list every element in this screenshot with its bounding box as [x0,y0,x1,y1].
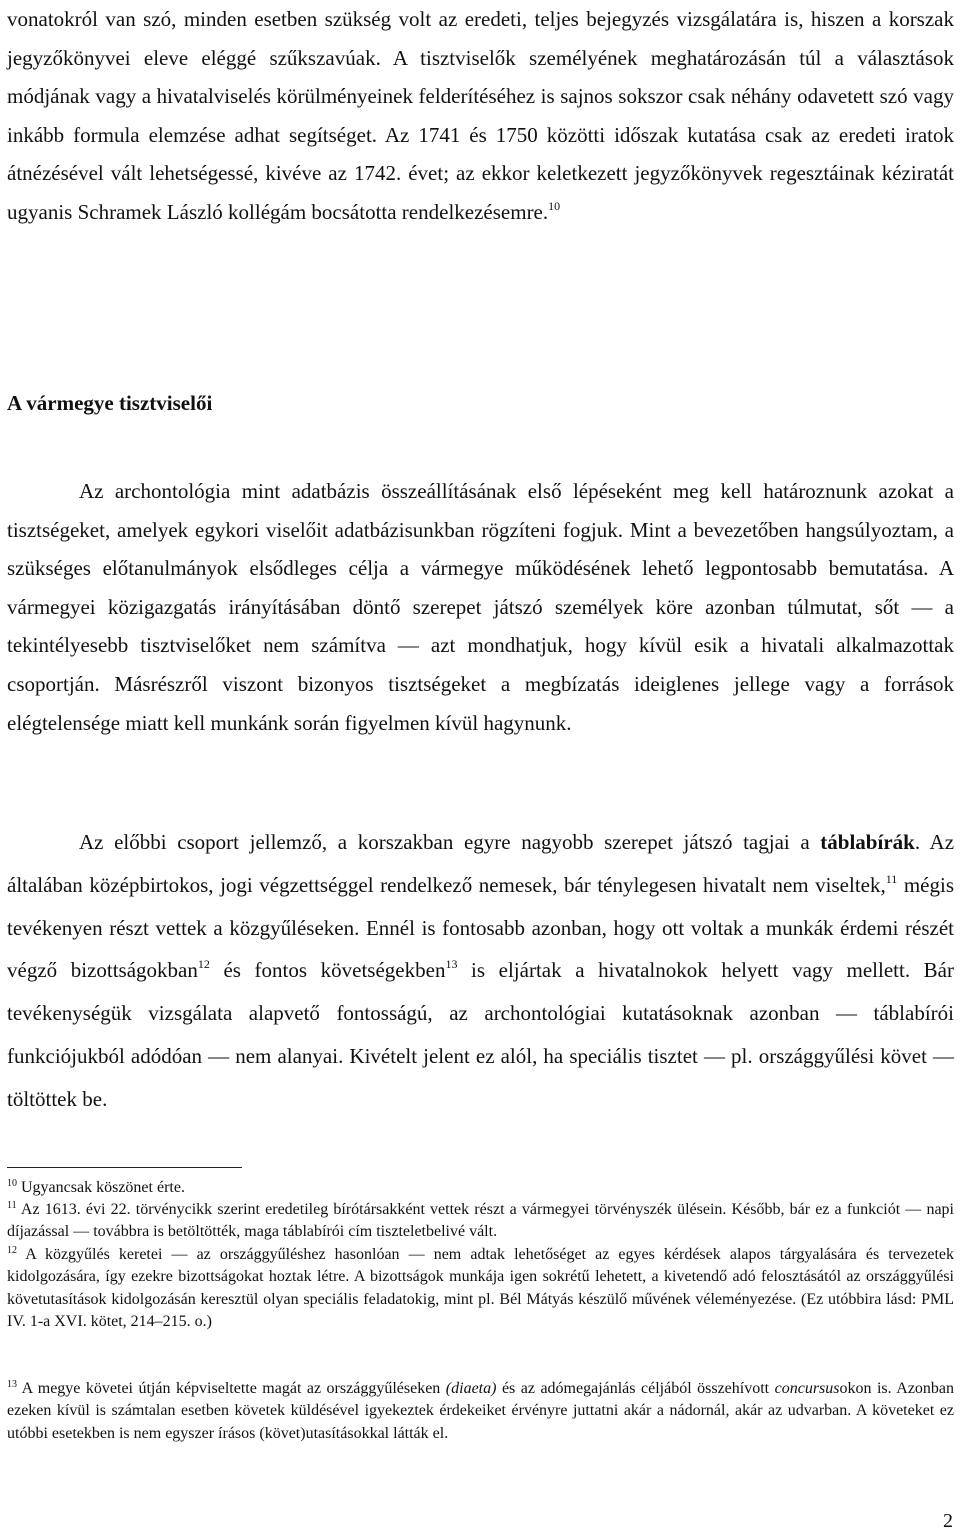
intro-paragraph [7,0,954,232]
footnote-separator [7,1167,242,1168]
footnote-text: Az 1613. évi 22. törvénycikk szerint eredetileg bírótársakként vettek részt a vármegyei törvényszék ülésein. Később, bár ez a funkciót — napi díjazással — továbbra is betöltötték, maga táblabírói cím tiszteletbelivé vált. [7,1201,954,1241]
footnote-italic-diaeta: (diaeta) [445,1380,497,1397]
footnote-text: A közgyűlés keretei — az országgyűléshez hasonlóan — nem adtak lehetőséget az egyes kérdések alapos tárgyalására és tervezetek kidolgozására, így ezekre bizottságokat hoztak létre. A bizottságok munkája igen sokrétű lehetett, a kivetendő adó felosztásától az országgyűlési követutasítások kidolgozásán keresztül olyan speciális feladatokig, mint pl. Bél Mátyás készülő művének véleményezése. (Ez utóbbira lásd: PML IV. 1-a XVI. kötet, 214–215. o.) [7,1246,954,1330]
footnote-text: Ugyancsak köszönet érte. [17,1179,185,1196]
footnote-ref-12[interactable]: 12 [197,957,210,972]
footnote-number: 11 [7,1200,17,1211]
footnote-number: 10 [7,1178,17,1189]
body2-text-d: és fontos követségekben [209,958,446,983]
body2-text-c: mégis tevékenyen részt vettek a közgyűléseken. Ennél is fontosabb azonban, hogy ott voltak a munkák érdemi részét végző bizottságokban [7,872,954,983]
intro-text: vonatokról van szó, minden esetben szükség volt az eredeti, teljes bejegyzés vizsgálatára is, hiszen a korszak jegyzőkönyvei eleve eléggé szűkszavúak. A tisztviselők személyének meghatározásán túl a választások módjának vagy a hivatalviselés körülményeinek felderítéséhez is sajnos sokszor csak néhány odavetett szó vagy inkább formula elemzése adhat segítséget. Az 1741 és 1750 közötti időszak kutatása csak az eredeti iratok átnézésével vált lehetségessé, kivéve az 1742. évet; az ekkor keletkezett jegyzőkönyvek regesztáinak kéziratát ugyanis Schramek László kollégám bocsátotta rendelkezésemre. [7,7,954,224]
footnote-italic-concursus: concursus [774,1380,840,1397]
footnote-12 [7,1244,954,1333]
footnote-text-b: és az adómegajánlás céljából összehívott [496,1380,775,1397]
footnote-ref-10[interactable]: 10 [548,198,561,213]
body-paragraph-2 [7,821,954,1121]
page-number: 2 [943,1510,953,1532]
body-paragraph-1 [7,472,954,742]
body-paragraph-1-text: Az archontológia mint adatbázis összeállításának első lépéseként meg kell határoznunk azokat a tisztségeket, amelyek egykori viselőit adatbázisunkban rögzíteni fogjuk. Mint a bevezetőben hangsúlyoztam, a szükséges előtanulmányok elsődleges célja a vármegye működésének lehető legpontosabb bemutatása. A vármegyei közigazgatás irányításában döntő szerepet játszó személyek köre azonban túlmutat, sőt — a tekintélyesebb tisztviselőket nem számítva — azt mondhatjuk, hogy kívül esik a hivatali alkalmazottak csoportján. Másrészről viszont bizonyos tisztségeket a megbízatás ideiglenes jellege vagy a források elégtelensége miatt kell munkánk során figyelmen kívül hagynunk. [7,479,954,735]
footnote-number: 13 [7,1379,17,1390]
footnote-10 [7,1177,954,1199]
footnote-text-a: A megye követei útján képviseltette magát az országgyűléseken [17,1380,446,1397]
body2-text-b: . Az általában középbirtokos, jogi végzettséggel rendelkező nemesek, bár ténylegesen hivatalt nem viseltek, [7,830,955,897]
body2-text-e: is eljártak a hivatalnokok helyett vagy mellett. Bár tevékenységük vizsgálata alapvető fontosságú, az archontológiai kutatásoknak azonban — táblabírói funkciójukból adódóan — nem alanyai. Kivételt jelent ez alól, ha speciális tisztet — pl. országgyűlési követ — töltöttek be. [7,958,954,1111]
section-heading: A vármegye tisztviselői [7,391,213,415]
footnote-11 [7,1199,954,1244]
body2-text-a: Az előbbi csoport jellemző, a korszakban egyre nagyobb szerepet játszó tagjai a [79,830,821,854]
footnote-text-c: okon is. Azonban ezeken kívül is számtalan esetben követek küldésével igyekeztek érdekeiket érvényre juttatni akár a nádornál, akár az udvarban. A követeket ez utóbbi esetekben is nem egyszer írásos (követ)utasításokkal látták el. [7,1380,955,1442]
footnote-ref-13[interactable]: 13 [445,957,458,972]
footnote-13 [7,1378,954,1445]
footnote-number: 12 [7,1245,17,1256]
footnote-ref-11[interactable]: 11 [885,871,898,886]
bold-term-tablabirak: táblabírák [820,830,915,854]
